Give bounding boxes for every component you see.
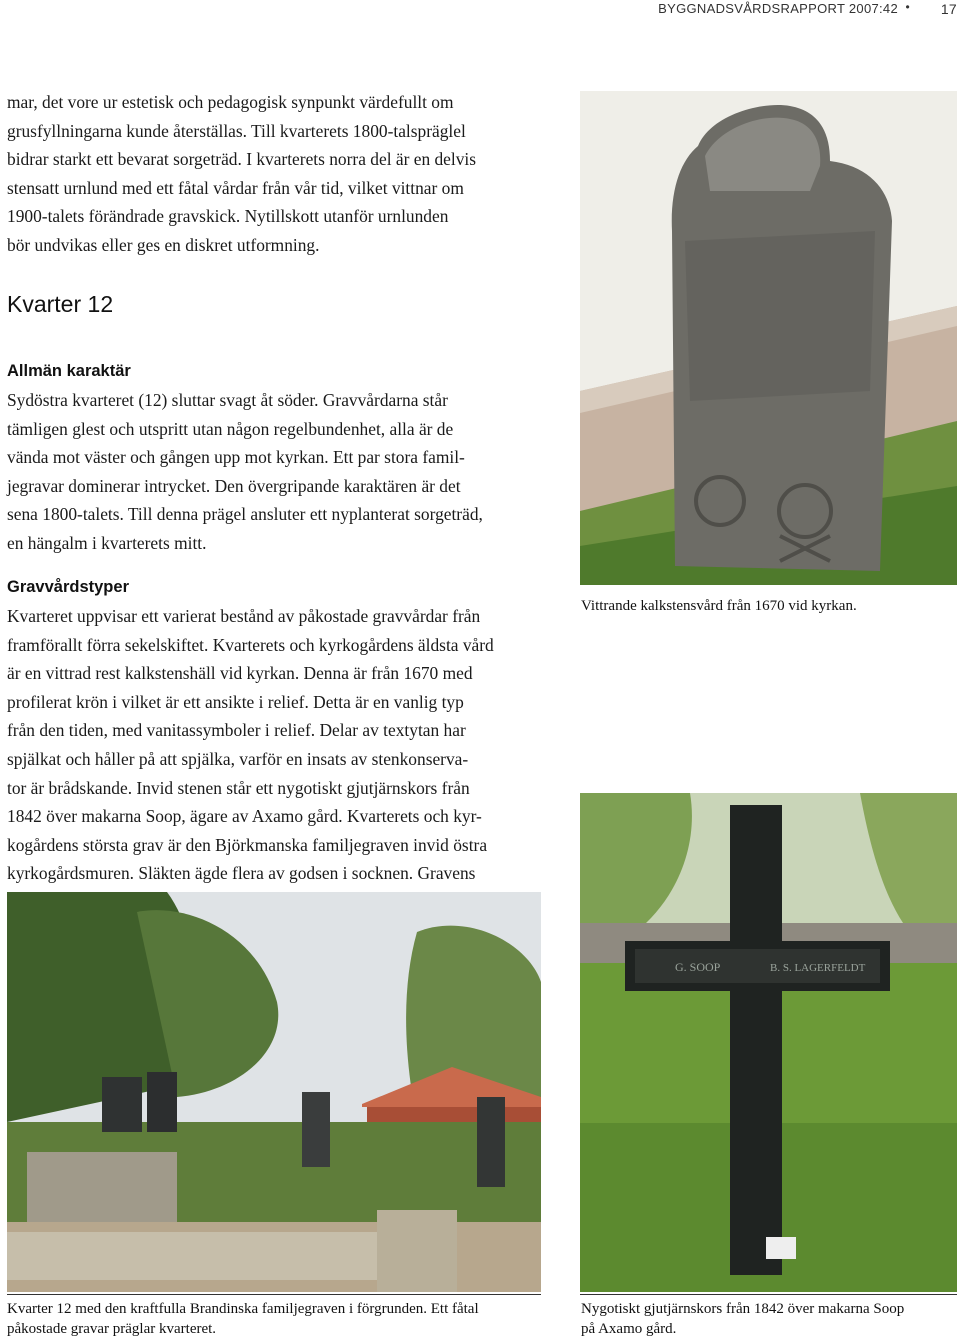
quarter-image <box>7 892 541 1292</box>
allman-line: jegravar dominerar intrycket. Den övergripande karaktären är det <box>7 475 461 496</box>
cross-caption-line: Nygotiskt gjutjärnskors från 1842 över makarna Soop <box>581 1301 905 1317</box>
intro-line: stensatt urnlund med ett fåtal vårdar från vår tid, vilket vittnar om <box>7 177 464 198</box>
gravvard-line: Kvarteret uppvisar ett varierat bestånd av påkostade gravvårdar från <box>7 606 481 626</box>
cross-caption-line: på Axamo gård. <box>581 1321 677 1337</box>
intro-line: bidrar starkt ett bevarat sorgeträd. I kvarterets norra del är en delvis <box>7 149 477 170</box>
gravvard-line: kogårdens största grav är den Björkmanska familjegraven invid östra <box>7 834 488 855</box>
quarter-photo <box>7 892 541 1292</box>
intro-line: mar, det vore ur estetisk och pedagogisk synpunkt värdefullt om <box>7 92 454 112</box>
gravvardstyper-section <box>7 578 547 597</box>
caption-rule-right <box>580 1294 957 1295</box>
cross-plate-left: G. SOOP <box>675 960 721 974</box>
allman-karaktar-section <box>7 362 547 381</box>
gravvard-line: spjälkat och håller på att spjälka, varför en insats av stenkonserva- <box>7 748 469 769</box>
cross-image <box>580 793 957 1292</box>
gravestone-photo <box>580 91 957 585</box>
gravvard-line: är en vittrad rest kalkstenshäll vid kyrkan. Denna är från 1670 med <box>7 663 473 684</box>
gravestone-image <box>580 91 957 585</box>
allman-karaktar-heading: Allmän karaktär <box>7 362 131 380</box>
section-title: Kvarter 12 <box>7 291 114 317</box>
cross-photo <box>580 793 957 1292</box>
cross-caption <box>581 1299 957 1339</box>
quarter-caption-line: Kvarter 12 med den kraftfulla Brandinska familjegraven i förgrunden. Ett fåtal <box>7 1301 479 1317</box>
page-number: 17 <box>940 1 957 17</box>
gravestone-caption: Vittrande kalkstensvård från 1670 vid kyrkan. <box>581 598 857 614</box>
gravvard-line: tor är brådskande. Invid stenen står ett nygotiskt gjutjärnskors från <box>7 777 470 798</box>
quarter-caption <box>7 1299 547 1339</box>
gravvard-line: profilerat krön i vilket är ett ansikte i relief. Detta är en vanlig typ <box>7 691 464 712</box>
running-head <box>0 0 960 20</box>
intro-line: 1900-talets förändrade gravskick. Nytillskott utanför urnlunden <box>7 206 449 227</box>
gravvard-line: från den tiden, med vanitassymboler i relief. Delar av textytan har <box>7 720 466 741</box>
cross-plate-right: B. S. LAGERFELDT <box>770 962 866 974</box>
intro-paragraph <box>7 88 547 260</box>
gravvardstyper-text <box>7 602 547 888</box>
intro-line: bör undvikas eller ges en diskret utformning. <box>7 234 320 255</box>
gravvard-line: kyrkogårdsmuren. Släkten ägde flera av godsen i socknen. Gravens <box>7 863 476 884</box>
allman-line: sena 1800-talets. Till denna prägel ansluter ett nyplanterat sorgeträd, <box>7 504 483 525</box>
quarter-caption-line: påkostade gravar präglar kvarteret. <box>7 1321 217 1337</box>
allman-line: vända mot väster och gången upp mot kyrkan. Ett par stora famil- <box>7 447 465 468</box>
gravvardstyper-heading: Gravvårdstyper <box>7 578 129 596</box>
allman-line: tämligen glest och utspritt utan någon regelbundenhet, alla är de <box>7 418 454 439</box>
gravvard-line: framförallt förra sekelskiftet. Kvarterets och kyrkogårdens äldsta vård <box>7 634 494 655</box>
intro-line: grusfyllningarna kunde återställas. Till kvarterets 1800-talspräglel <box>7 120 466 141</box>
running-title: BYGGNADSVÅRDSRAPPORT 2007:42 <box>658 1 898 16</box>
allman-karaktar-text <box>7 386 547 558</box>
running-head-separator: • <box>905 0 910 14</box>
caption-rule-left <box>7 1294 541 1295</box>
allman-line: Sydöstra kvarteret (12) sluttar svagt åt söder. Gravvårdarna står <box>7 390 448 410</box>
gravvard-line: 1842 över makarna Soop, ägare av Axamo gård. Kvarterets och kyr- <box>7 806 482 827</box>
allman-line: en hängalm i kvarterets mitt. <box>7 532 207 553</box>
